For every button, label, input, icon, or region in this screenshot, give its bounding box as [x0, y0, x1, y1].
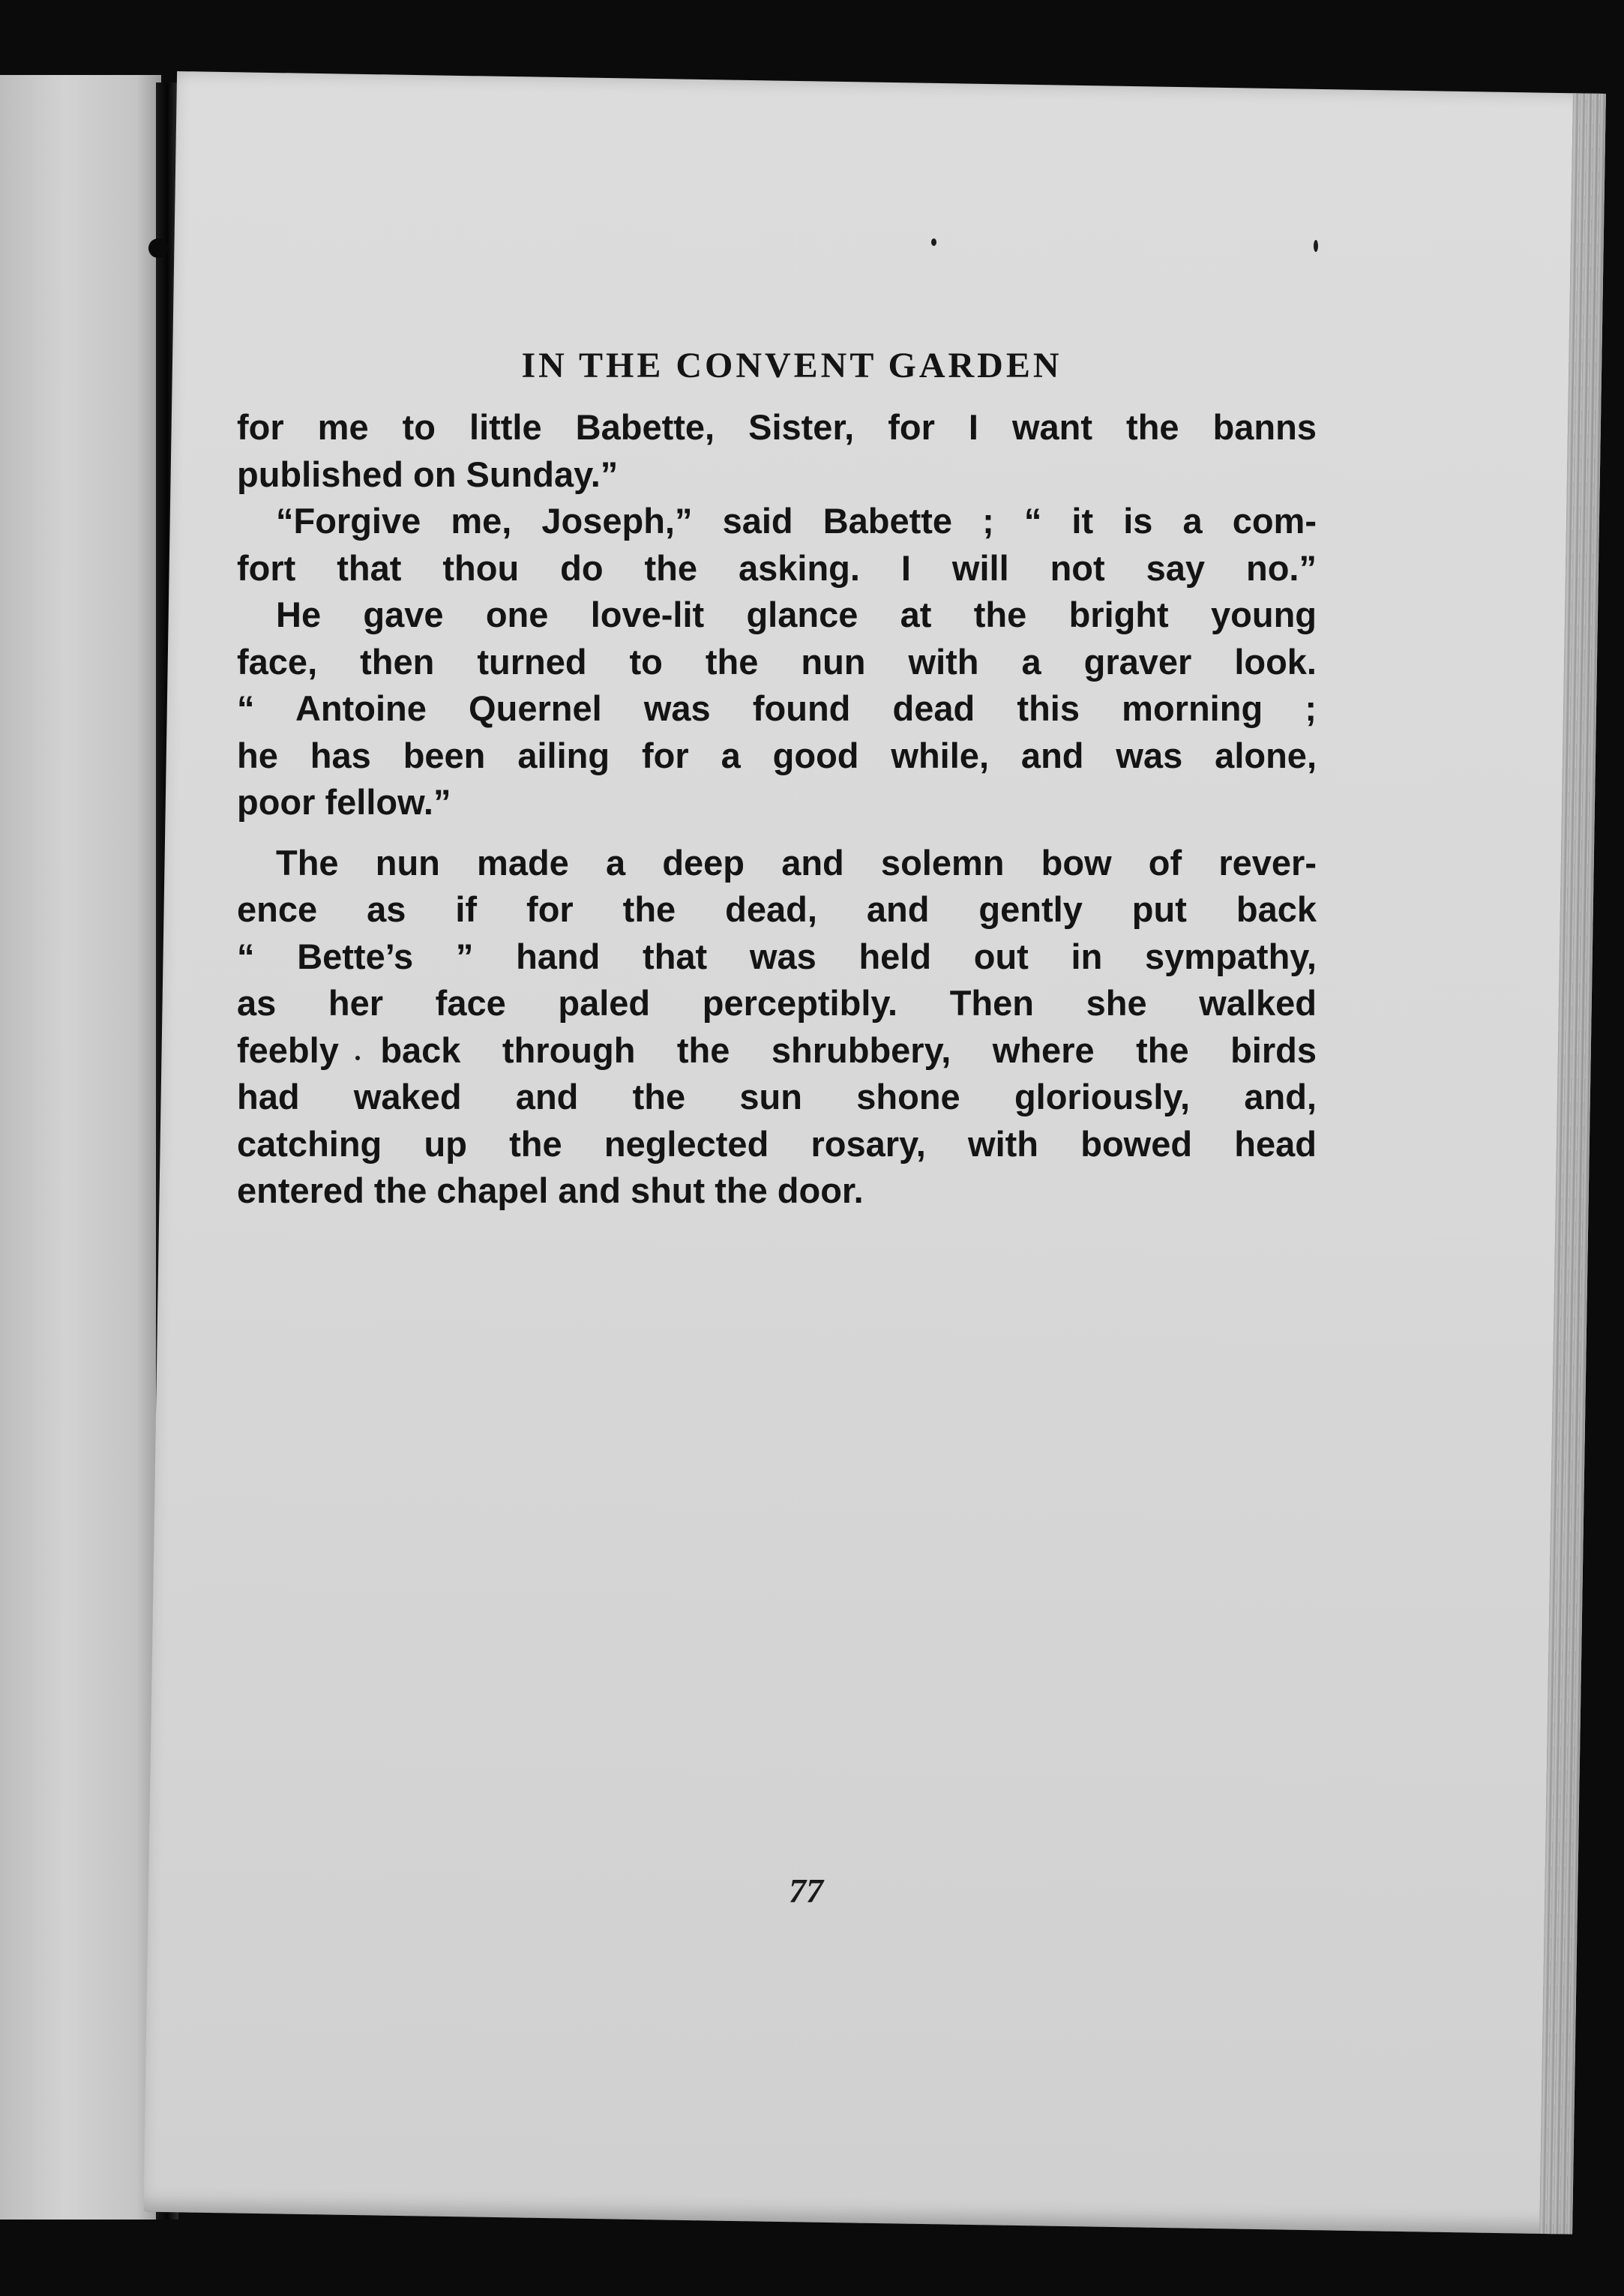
- text-line: as her face paled perceptibly. Then she walked: [237, 983, 1317, 1023]
- text-line: for me to little Babette, Sister, for I want the banns: [237, 407, 1317, 447]
- paragraph: [237, 840, 1317, 1215]
- body-text: [237, 404, 1317, 1215]
- text-line: poor fellow.”: [237, 782, 451, 822]
- paragraph: [237, 404, 1317, 498]
- page-text-block: [237, 345, 1317, 1215]
- text-line: ence as if for the dead, and gently put back: [237, 889, 1317, 929]
- text-line: He gave one love-lit glance at the bright young: [276, 595, 1317, 634]
- text-line: The nun made a deep and solemn bow of rever-: [276, 842, 1317, 883]
- running-head: IN THE CONVENT GARDEN: [521, 346, 1062, 385]
- text-line: feebly back through the shrubbery, where the birds: [237, 1030, 1317, 1070]
- text-line: catching up the neglected rosary, with bowed head: [237, 1123, 1317, 1164]
- page-number: 77: [789, 1872, 823, 1910]
- text-line: entered the chapel and shut the door.: [237, 1170, 864, 1210]
- text-line: face, then turned to the nun with a graver look.: [237, 641, 1317, 682]
- print-speck: [1314, 240, 1318, 252]
- text-line: fort that thou do the asking. I will not say no.”: [237, 547, 1317, 588]
- text-line: “ Antoine Quernel was found dead this morning ;: [237, 688, 1317, 728]
- paragraph: [237, 592, 1317, 826]
- text-line: had waked and the sun shone gloriously, and,: [237, 1077, 1317, 1117]
- print-speck: [931, 238, 936, 246]
- binding-mark: [148, 238, 168, 258]
- text-line: he has been ailing for a good while, and was alone,: [237, 735, 1317, 775]
- text-line: published on Sunday.”: [237, 454, 619, 494]
- text-line: “ Bette’s ” hand that was held out in sympathy,: [237, 936, 1317, 976]
- paragraph: [237, 498, 1317, 592]
- page-stack-edge: [1539, 93, 1606, 2234]
- facing-page-edge: [0, 75, 161, 2220]
- text-line: “Forgive me, Joseph,” said Babette ; “ it is a com-: [276, 501, 1317, 541]
